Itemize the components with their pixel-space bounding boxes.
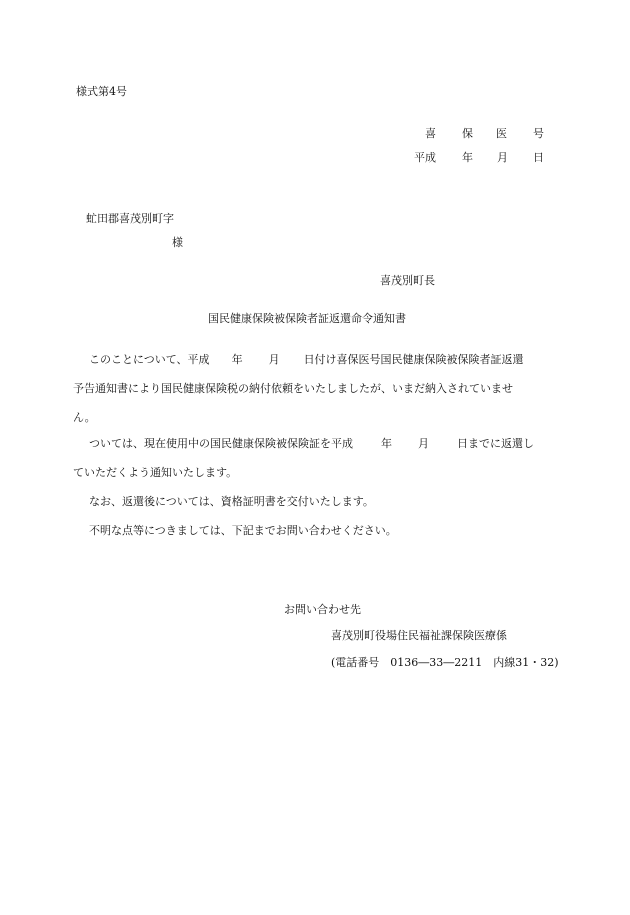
p2-text-a: ついては、現在使用中の国民健康保険被保険証を平成 bbox=[89, 437, 353, 450]
paragraph-1-line-3: ん。 bbox=[73, 411, 96, 424]
recipient-honorific: 様 bbox=[172, 236, 183, 249]
doc-number-prefix: 喜 bbox=[425, 127, 436, 140]
paragraph-2-line-1 bbox=[73, 438, 557, 467]
document-title: 国民健康保険被保険者証返還命令通知書 bbox=[208, 312, 406, 325]
doc-number-char-1: 保 bbox=[462, 127, 473, 140]
sender-name: 喜茂別町長 bbox=[380, 274, 435, 287]
date-day-unit: 日 bbox=[533, 151, 544, 164]
body-paragraph-2 bbox=[73, 438, 557, 496]
contact-phone: (電話番号 0136―33―2211 内線31・32) bbox=[331, 656, 559, 669]
p1-text-month: 月 bbox=[268, 353, 280, 366]
body-paragraph-4: 不明な点等につきましては、下記までお問い合わせください。 bbox=[89, 524, 397, 537]
contact-heading: お問い合わせ先 bbox=[284, 603, 361, 616]
date-year-unit: 年 bbox=[462, 151, 473, 164]
body-paragraph-3: なお、返還後については、資格証明書を交付いたします。 bbox=[89, 495, 374, 508]
paragraph-2-line-2: ていただくよう通知いたします。 bbox=[73, 466, 238, 479]
date-era: 平成 bbox=[414, 151, 436, 164]
contact-office: 喜茂別町役場住民福祉課保険医療係 bbox=[331, 629, 507, 642]
p2-text-d: 日までに返還し bbox=[457, 437, 534, 450]
form-number: 様式第4号 bbox=[76, 85, 127, 98]
p1-text-year: 年 bbox=[231, 353, 243, 366]
paragraph-1-line-2: 予告通知書により国民健康保険税の納付依頼をいたしましたが、いまだ納入されていませ bbox=[73, 382, 513, 395]
p2-text-month: 月 bbox=[418, 437, 429, 450]
paragraph-1-line-1 bbox=[73, 354, 557, 383]
body-paragraph-1 bbox=[73, 354, 557, 441]
p1-text-d: 日付け喜保医号国民健康保険被保険者証返還 bbox=[303, 353, 524, 366]
doc-number-char-2: 医 bbox=[496, 127, 507, 140]
p1-text-a: このことについて、平成 bbox=[89, 353, 210, 366]
recipient-address: 虻田郡喜茂別町字 bbox=[86, 212, 174, 225]
p2-text-year: 年 bbox=[381, 437, 392, 450]
doc-number-suffix: 号 bbox=[533, 127, 544, 140]
date-month-unit: 月 bbox=[497, 151, 508, 164]
